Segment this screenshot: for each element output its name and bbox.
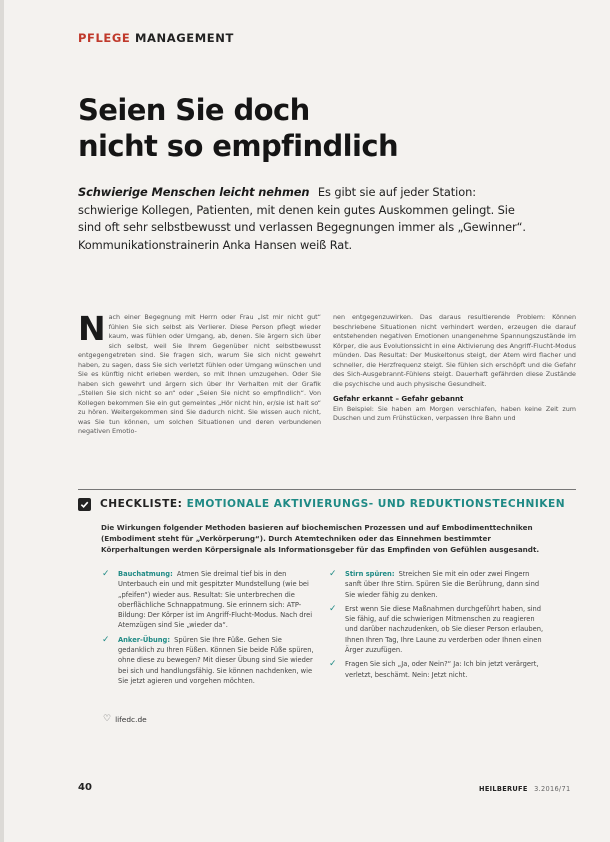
publication-name: HEILBERUFE [479, 785, 528, 793]
checklist-item [329, 604, 544, 655]
checklist-item-text: Spüren Sie Ihre Füße. Gehen Sie gedanklich zu Ihren Füßen. Können Sie beide Füße spüren, ohne diese zu bewegen? Mit dieser Übung sind Sie wieder bei sich und handlungsfähig. Sie können nachdenken, wie Sie jetzt agieren und vorgehen möchten. [118, 635, 314, 685]
article-body [78, 313, 576, 463]
checklist-item-title: Stirn spüren: [345, 570, 395, 578]
body-column-right [333, 313, 576, 463]
check-shield-icon [78, 498, 91, 511]
headline-line-2: nicht so empfindlich [78, 129, 398, 163]
checklist-title [100, 498, 565, 510]
headline-line-1: Seien Sie doch [78, 93, 310, 127]
checklist-header [78, 496, 565, 512]
checklist-item [329, 569, 544, 600]
checklist-item [102, 635, 317, 686]
checkmark-icon: ✓ [329, 603, 337, 614]
checklist-item-text: Fragen Sie sich „Ja, oder Nein?“ Ja: Ich bin jetzt verärgert, verletzt, beschämt. Nein: Jetzt nicht. [345, 660, 539, 679]
checklist-item-text: Atmen Sie dreimal tief bis in den Unterbauch ein und mit gespitzter Mundstellung (wie bei „pfeifen“) wieder aus. Resultat: Sie unterbrechen die oberflächliche Schnappatmung. Sie erinnern sich: ATP-Bildung: Der Körper ist im Angriff-Flucht-Modus. Nach drei Atemzügen sind Sie „wieder da“. [118, 570, 313, 630]
heart-icon: ♡ [103, 714, 112, 724]
checklist-item-title: Anker-Übung: [118, 635, 171, 644]
checklist-heading: EMOTIONALE AKTIVIERUNGS- UND REDUKTIONSTECHNIKEN [186, 498, 566, 510]
page-number: 40 [78, 782, 92, 793]
body-subhead: Gefahr erkannt – Gefahr gebannt [333, 395, 464, 403]
checklist-right-column [329, 569, 544, 684]
source-text: lifedc.de [115, 714, 147, 724]
lead-kicker: Schwierige Menschen leicht nehmen [78, 185, 310, 199]
article-headline [78, 92, 538, 164]
checkmark-icon: ✓ [329, 659, 337, 670]
source-credit [103, 714, 147, 724]
checklist-label: CHECKLISTE: [100, 498, 183, 510]
body-text-right-bottom: Ein Beispiel: Sie haben am Morgen verschlafen, haben keine Zeit zum Duschen und zum Frühstücken, verpassen Ihre Bahn und [333, 404, 576, 422]
checkmark-icon: ✓ [102, 569, 110, 579]
checklist-item-text: Erst wenn Sie diese Maßnahmen durchgeführt haben, sind Sie fähig, auf die schwierigen Mitmenschen zu reagieren und darüber nachzudenken, ob Sie dieser Person erlauben, Ihnen Ihren Tag, Ihre Laune zu verderben oder Ihnen einen Ärger zuzufügen. [345, 604, 544, 655]
lead-text: Es gibt sie auf jeder Station: schwierige Kollegen, Patienten, mit denen kein gutes Auskommen gelingt. Sie sind oft sehr selbstbewusst und verlassen Begegnungen immer als „Gewinner“. Kommunikationstrainerin Anka Hansen weiß Rat. [78, 185, 526, 252]
body-text-right-top: nen entgegenzuwirken. Das daraus resultierende Problem: Können beschriebene Situationen nicht verhindert werden, erzeugen die darauf entstehenden negativen Emotionen unangenehme Spannungszustände im Körper, die aus Evolutionssicht in eine Aktivierung des Angriff-Flucht-Modus münden. Das Resultat: Der Muskeltonus steigt, der Atem wird flacher und schneller, die Herzfrequenz steigt. Sie fühlen sich erschöpft und die Gefahr des Sich-Ausgebrannt-Fühlens steigt. Dauerhaft gefährden diese Zustände die psychische und auch physische Gesundheit. [333, 313, 576, 388]
section-label [78, 31, 234, 45]
checkmark-icon: ✓ [102, 634, 110, 645]
section-label-part1: PFLEGE [78, 31, 131, 45]
article-lead [78, 184, 528, 254]
checklist-intro: Die Wirkungen folgender Methoden basieren auf biochemischen Prozessen und auf Embodimenttechniken (Embodiment steht für „Verkörperung“). Durch Atemtechniken oder das Einnehmen bestimmter Körperhaltungen werden Körpersignale als Informationsgeber für das Empfinden von Gefühlen ausgesandt. [101, 523, 540, 554]
checklist-left-column [102, 569, 317, 690]
body-text-left: ach einer Begegnung mit Herrn oder Frau „Ist mir nicht gut“ fühlen Sie sich selbst als Verlierer. Diese Person pflegt wieder kaum, was fühlen oder Umgang, ab, denen. Sie ärgern sich über sich selbst, weil Sie Ihrem Gegenüber nicht selbstbewusst entgegengetreten sind. Sie fragen sich, warum Sie sich nicht gewehrt haben, zu sagen, dass Sie sich verletzt fühlen oder Umgang wünschen und Sie es künftig nicht erleben werden, so mit Ihnen umzugehen. Oder Sie haben sich gewehrt und ärgern sich über Ihr Verhalten mit der Grafik „Stellen Sie sich nicht so an“ oder „Seien Sie nicht so empfindlich“. Von Kollegen bekommen Sie ein gut gemeintes „Hör nicht hin, er/sie ist halt so“ zu hören. Weitergekommen sind Sie dadurch nicht. Sie wissen auch nicht, was Sie tun können, um solchen Situationen und deren verbundenen negativen Emotio- [78, 313, 321, 435]
checklist-item-title: Bauchatmung: [118, 570, 173, 578]
checklist-item [329, 659, 544, 680]
body-column-left [78, 313, 321, 463]
section-label-part2: MANAGEMENT [134, 31, 234, 45]
issue-number: 3.2016/71 [534, 785, 571, 793]
checklist-item [102, 569, 317, 631]
publication-footer [479, 785, 570, 793]
checklist-item-text: Streichen Sie mit ein oder zwei Fingern sanft über Ihre Stirn. Spüren Sie die Berührung, dann sind Sie wieder fähig zu denken. [345, 570, 540, 599]
drop-cap: N [78, 313, 106, 348]
scan-edge [0, 0, 4, 842]
checklist-divider [78, 489, 576, 490]
checkmark-icon: ✓ [329, 569, 337, 579]
